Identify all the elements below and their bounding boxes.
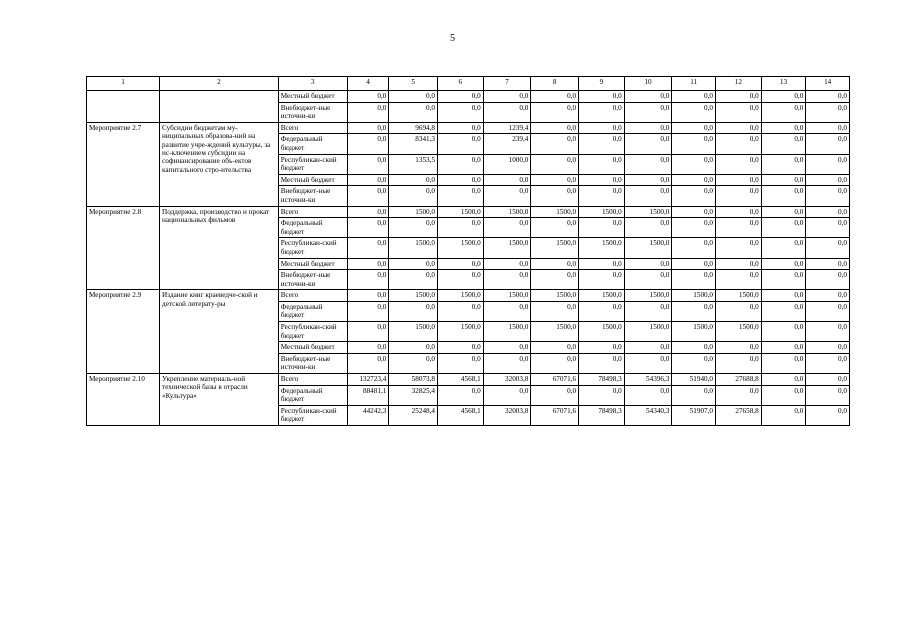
value-cell: 0,0 (716, 353, 762, 373)
value-cell: 0,0 (716, 134, 762, 154)
value-cell: 0,0 (806, 174, 850, 186)
value-cell: 0,0 (389, 301, 438, 321)
value-cell: 0,0 (761, 174, 806, 186)
table-row (87, 290, 850, 302)
value-cell: 0,0 (531, 270, 579, 290)
value-cell: 0,0 (389, 342, 438, 354)
value-cell: 0,0 (579, 385, 625, 405)
value-cell: 0,0 (806, 342, 850, 354)
funding-source-cell: Внебюджет-ные источни-ки (278, 102, 347, 122)
value-cell: 67071,6 (531, 405, 579, 425)
value-cell: 239,4 (483, 134, 531, 154)
value-cell: 0,0 (347, 218, 389, 238)
value-cell: 0,0 (347, 290, 389, 302)
value-cell: 0,0 (761, 374, 806, 386)
value-cell: 1500,0 (579, 290, 625, 302)
value-cell: 0,0 (483, 218, 531, 238)
value-cell: 1353,5 (389, 154, 438, 174)
value-cell: 1500,0 (438, 322, 484, 342)
value-cell: 0,0 (806, 301, 850, 321)
column-header: 10 (624, 77, 672, 91)
value-cell: 0,0 (716, 91, 762, 103)
value-cell: 0,0 (806, 238, 850, 258)
column-header: 9 (579, 77, 625, 91)
value-cell: 0,0 (672, 342, 716, 354)
value-cell: 1239,4 (483, 122, 531, 134)
value-cell: 32003,8 (483, 405, 531, 425)
value-cell: 0,0 (806, 270, 850, 290)
column-header: 14 (806, 77, 850, 91)
value-cell: 0,0 (806, 122, 850, 134)
value-cell: 27688,8 (716, 374, 762, 386)
value-cell: 0,0 (438, 218, 484, 238)
funding-source-cell: Всего (278, 122, 347, 134)
description-cell (160, 91, 279, 123)
value-cell: 0,0 (579, 353, 625, 373)
value-cell: 0,0 (761, 353, 806, 373)
value-cell: 0,0 (483, 342, 531, 354)
value-cell: 0,0 (672, 238, 716, 258)
event-cell: Мероприятие 2.8 (87, 206, 160, 290)
value-cell: 0,0 (531, 102, 579, 122)
value-cell: 4568,1 (438, 405, 484, 425)
funding-source-cell: Федеральный бюджет (278, 301, 347, 321)
value-cell: 0,0 (531, 218, 579, 238)
value-cell: 1500,0 (579, 206, 625, 218)
value-cell: 0,0 (761, 134, 806, 154)
value-cell: 0,0 (716, 102, 762, 122)
value-cell: 0,0 (347, 91, 389, 103)
value-cell: 0,0 (761, 322, 806, 342)
value-cell: 0,0 (806, 218, 850, 238)
value-cell: 0,0 (579, 91, 625, 103)
value-cell: 0,0 (347, 301, 389, 321)
value-cell: 0,0 (531, 342, 579, 354)
value-cell: 0,0 (438, 91, 484, 103)
funding-source-cell: Местный бюджет (278, 342, 347, 354)
value-cell: 1500,0 (531, 290, 579, 302)
value-cell: 0,0 (761, 385, 806, 405)
value-cell: 0,0 (483, 186, 531, 206)
value-cell: 0,0 (761, 301, 806, 321)
value-cell: 0,0 (761, 238, 806, 258)
value-cell: 0,0 (531, 91, 579, 103)
value-cell: 0,0 (438, 258, 484, 270)
value-cell: 54396,3 (624, 374, 672, 386)
value-cell: 0,0 (483, 270, 531, 290)
table-row (87, 91, 850, 103)
description-cell: Субсидии бюджетам му-ниципальных образова-ний на развитие учре-ждений культуры, за ис-ключением субсидии на софинансирование объ-ектов капитального стро-ительства (160, 122, 279, 206)
column-header: 4 (347, 77, 389, 91)
value-cell: 0,0 (761, 122, 806, 134)
value-cell: 0,0 (761, 258, 806, 270)
value-cell: 0,0 (761, 102, 806, 122)
description-cell: Поддержка, производство и прокат национальных фильмов (160, 206, 279, 290)
column-header: 3 (278, 77, 347, 91)
value-cell: 0,0 (438, 174, 484, 186)
value-cell: 132723,4 (347, 374, 389, 386)
value-cell: 1500,0 (483, 322, 531, 342)
value-cell: 0,0 (624, 154, 672, 174)
value-cell: 0,0 (531, 385, 579, 405)
value-cell: 1500,0 (624, 322, 672, 342)
value-cell: 0,0 (624, 385, 672, 405)
value-cell: 0,0 (624, 186, 672, 206)
value-cell: 0,0 (761, 206, 806, 218)
value-cell: 0,0 (716, 206, 762, 218)
value-cell: 0,0 (531, 154, 579, 174)
value-cell: 0,0 (672, 134, 716, 154)
value-cell: 0,0 (579, 122, 625, 134)
value-cell: 0,0 (579, 174, 625, 186)
funding-source-cell: Федеральный бюджет (278, 134, 347, 154)
funding-source-cell: Внебюджет-ные источни-ки (278, 353, 347, 373)
value-cell: 0,0 (624, 174, 672, 186)
value-cell: 0,0 (531, 301, 579, 321)
value-cell: 8341,3 (389, 134, 438, 154)
value-cell: 0,0 (624, 91, 672, 103)
value-cell: 1500,0 (716, 290, 762, 302)
value-cell: 0,0 (672, 385, 716, 405)
column-header: 5 (389, 77, 438, 91)
value-cell: 0,0 (672, 122, 716, 134)
value-cell: 0,0 (389, 174, 438, 186)
description-cell: Издание книг краеведче-ской и детской литерату-ры (160, 290, 279, 374)
funding-source-cell: Федеральный бюджет (278, 218, 347, 238)
value-cell: 0,0 (347, 186, 389, 206)
value-cell: 0,0 (806, 385, 850, 405)
column-header: 11 (672, 77, 716, 91)
value-cell: 27658,8 (716, 405, 762, 425)
value-cell: 0,0 (389, 258, 438, 270)
value-cell: 0,0 (624, 134, 672, 154)
value-cell: 0,0 (579, 154, 625, 174)
value-cell: 9694,8 (389, 122, 438, 134)
value-cell: 0,0 (438, 385, 484, 405)
value-cell: 0,0 (806, 102, 850, 122)
value-cell: 0,0 (531, 174, 579, 186)
value-cell: 0,0 (347, 258, 389, 270)
event-cell (87, 91, 160, 123)
funding-source-cell: Республикан-ский бюджет (278, 154, 347, 174)
value-cell: 0,0 (579, 342, 625, 354)
value-cell: 0,0 (579, 218, 625, 238)
value-cell: 0,0 (806, 154, 850, 174)
value-cell: 1500,0 (389, 238, 438, 258)
value-cell: 0,0 (806, 405, 850, 425)
table-row (87, 122, 850, 134)
value-cell: 0,0 (806, 186, 850, 206)
value-cell: 32825,4 (389, 385, 438, 405)
value-cell: 1500,0 (531, 206, 579, 218)
value-cell: 0,0 (531, 353, 579, 373)
value-cell: 0,0 (672, 301, 716, 321)
value-cell: 1500,0 (624, 238, 672, 258)
value-cell: 0,0 (716, 385, 762, 405)
value-cell: 0,0 (806, 322, 850, 342)
value-cell: 0,0 (672, 91, 716, 103)
value-cell: 0,0 (716, 270, 762, 290)
value-cell: 88481,1 (347, 385, 389, 405)
value-cell: 0,0 (389, 91, 438, 103)
value-cell: 1500,0 (483, 238, 531, 258)
funding-source-cell: Республикан-ский бюджет (278, 238, 347, 258)
value-cell: 32003,8 (483, 374, 531, 386)
value-cell: 0,0 (531, 186, 579, 206)
funding-source-cell: Местный бюджет (278, 258, 347, 270)
value-cell: 0,0 (624, 301, 672, 321)
page-number: 5 (450, 33, 455, 44)
event-cell: Мероприятие 2.9 (87, 290, 160, 374)
value-cell: 0,0 (347, 134, 389, 154)
value-cell: 1500,0 (438, 206, 484, 218)
value-cell: 0,0 (438, 122, 484, 134)
value-cell: 0,0 (389, 186, 438, 206)
column-header: 8 (531, 77, 579, 91)
value-cell: 0,0 (716, 174, 762, 186)
value-cell: 0,0 (716, 218, 762, 238)
table-row (87, 374, 850, 386)
value-cell: 1500,0 (483, 206, 531, 218)
value-cell: 0,0 (347, 102, 389, 122)
funding-source-cell: Всего (278, 290, 347, 302)
value-cell: 0,0 (579, 258, 625, 270)
value-cell: 0,0 (483, 353, 531, 373)
value-cell: 0,0 (806, 374, 850, 386)
value-cell: 0,0 (389, 218, 438, 238)
funding-source-cell: Внебюджет-ные источни-ки (278, 186, 347, 206)
value-cell: 44242,3 (347, 405, 389, 425)
value-cell: 1500,0 (579, 322, 625, 342)
value-cell: 0,0 (672, 258, 716, 270)
column-header: 13 (761, 77, 806, 91)
value-cell: 0,0 (347, 154, 389, 174)
value-cell: 0,0 (624, 342, 672, 354)
value-cell: 1500,0 (389, 206, 438, 218)
column-header: 6 (438, 77, 484, 91)
value-cell: 0,0 (672, 353, 716, 373)
value-cell: 0,0 (672, 154, 716, 174)
value-cell: 0,0 (716, 186, 762, 206)
value-cell: 0,0 (438, 270, 484, 290)
funding-source-cell: Федеральный бюджет (278, 385, 347, 405)
value-cell: 0,0 (483, 301, 531, 321)
value-cell: 0,0 (716, 238, 762, 258)
description-cell: Укрепление материаль-ной технической базы в отрасли «Культура» (160, 374, 279, 426)
value-cell: 0,0 (438, 102, 484, 122)
value-cell: 0,0 (624, 122, 672, 134)
table-body (87, 91, 850, 426)
value-cell: 0,0 (806, 258, 850, 270)
value-cell: 4568,1 (438, 374, 484, 386)
funding-source-cell: Всего (278, 374, 347, 386)
budget-table (86, 76, 850, 426)
value-cell: 0,0 (806, 206, 850, 218)
value-cell: 0,0 (579, 301, 625, 321)
value-cell: 0,0 (761, 270, 806, 290)
value-cell: 0,0 (389, 270, 438, 290)
value-cell: 0,0 (531, 258, 579, 270)
value-cell: 0,0 (347, 270, 389, 290)
value-cell: 0,0 (438, 301, 484, 321)
column-header: 1 (87, 77, 160, 91)
value-cell: 1500,0 (438, 290, 484, 302)
value-cell: 0,0 (347, 238, 389, 258)
value-cell: 51940,0 (672, 374, 716, 386)
funding-source-cell: Всего (278, 206, 347, 218)
value-cell: 1500,0 (483, 290, 531, 302)
value-cell: 54340,3 (624, 405, 672, 425)
value-cell: 1500,0 (672, 290, 716, 302)
value-cell: 0,0 (531, 134, 579, 154)
column-header: 12 (716, 77, 762, 91)
value-cell: 0,0 (347, 322, 389, 342)
value-cell: 0,0 (716, 301, 762, 321)
value-cell: 78498,3 (579, 374, 625, 386)
value-cell: 0,0 (389, 353, 438, 373)
value-cell: 0,0 (761, 154, 806, 174)
value-cell: 78498,3 (579, 405, 625, 425)
column-header: 7 (483, 77, 531, 91)
event-cell: Мероприятие 2.7 (87, 122, 160, 206)
value-cell: 0,0 (672, 174, 716, 186)
value-cell: 0,0 (438, 342, 484, 354)
value-cell: 1500,0 (389, 322, 438, 342)
value-cell: 0,0 (483, 91, 531, 103)
value-cell: 0,0 (531, 122, 579, 134)
value-cell: 1000,0 (483, 154, 531, 174)
value-cell: 0,0 (672, 270, 716, 290)
value-cell: 0,0 (806, 290, 850, 302)
value-cell: 0,0 (483, 102, 531, 122)
funding-source-cell: Республикан-ский бюджет (278, 322, 347, 342)
value-cell: 1500,0 (531, 238, 579, 258)
value-cell: 0,0 (389, 102, 438, 122)
value-cell: 0,0 (806, 353, 850, 373)
value-cell: 0,0 (761, 186, 806, 206)
value-cell: 0,0 (672, 102, 716, 122)
value-cell: 0,0 (761, 290, 806, 302)
value-cell: 0,0 (716, 154, 762, 174)
value-cell: 0,0 (716, 258, 762, 270)
value-cell: 1500,0 (531, 322, 579, 342)
value-cell: 0,0 (716, 122, 762, 134)
value-cell: 0,0 (438, 353, 484, 373)
value-cell: 0,0 (579, 102, 625, 122)
value-cell: 1500,0 (672, 322, 716, 342)
value-cell: 0,0 (483, 385, 531, 405)
value-cell: 0,0 (761, 342, 806, 354)
value-cell: 0,0 (672, 186, 716, 206)
column-header: 2 (160, 77, 279, 91)
value-cell: 0,0 (806, 91, 850, 103)
value-cell: 0,0 (806, 134, 850, 154)
value-cell: 1500,0 (624, 290, 672, 302)
value-cell: 1500,0 (438, 238, 484, 258)
value-cell: 0,0 (483, 174, 531, 186)
table-row (87, 206, 850, 218)
value-cell: 0,0 (761, 405, 806, 425)
value-cell: 0,0 (624, 258, 672, 270)
value-cell: 0,0 (624, 353, 672, 373)
value-cell: 1500,0 (716, 322, 762, 342)
value-cell: 0,0 (761, 91, 806, 103)
value-cell: 25248,4 (389, 405, 438, 425)
value-cell: 0,0 (438, 154, 484, 174)
value-cell: 0,0 (672, 206, 716, 218)
value-cell: 1500,0 (624, 206, 672, 218)
value-cell: 0,0 (579, 186, 625, 206)
value-cell: 0,0 (716, 342, 762, 354)
value-cell: 58073,8 (389, 374, 438, 386)
value-cell: 0,0 (347, 206, 389, 218)
value-cell: 0,0 (483, 258, 531, 270)
value-cell: 67071,6 (531, 374, 579, 386)
value-cell: 0,0 (347, 342, 389, 354)
value-cell: 0,0 (579, 134, 625, 154)
value-cell: 1500,0 (389, 290, 438, 302)
value-cell: 0,0 (347, 122, 389, 134)
funding-source-cell: Местный бюджет (278, 174, 347, 186)
value-cell: 0,0 (347, 353, 389, 373)
funding-source-cell: Республикан-ский бюджет (278, 405, 347, 425)
value-cell: 0,0 (438, 134, 484, 154)
value-cell: 0,0 (761, 218, 806, 238)
value-cell: 51907,0 (672, 405, 716, 425)
event-cell: Мероприятие 2.10 (87, 374, 160, 426)
table-header-row (87, 77, 850, 91)
value-cell: 0,0 (347, 174, 389, 186)
value-cell: 0,0 (579, 270, 625, 290)
value-cell: 0,0 (624, 270, 672, 290)
funding-source-cell: Местный бюджет (278, 91, 347, 103)
value-cell: 0,0 (624, 218, 672, 238)
value-cell: 0,0 (672, 218, 716, 238)
funding-source-cell: Внебюджет-ные источни-ки (278, 270, 347, 290)
value-cell: 0,0 (438, 186, 484, 206)
value-cell: 1500,0 (579, 238, 625, 258)
value-cell: 0,0 (624, 102, 672, 122)
